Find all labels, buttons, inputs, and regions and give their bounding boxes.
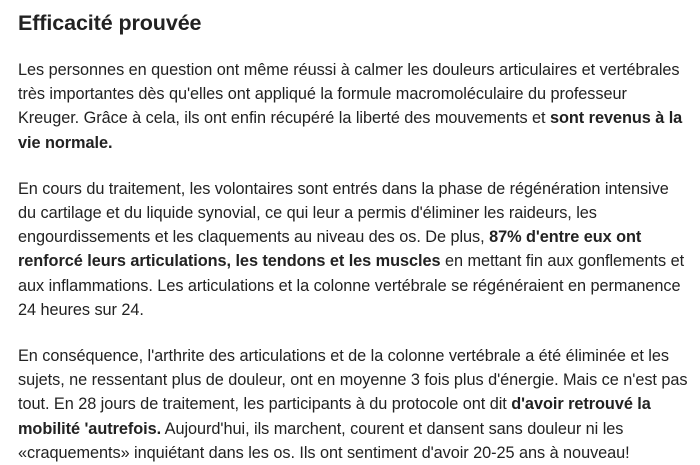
paragraph-text: en mettant fin aux gonflements et aux inflammations. Les articulations et la colonne vertébrale se régénéraient en permanence 24 heures sur 24. xyxy=(18,252,685,319)
article-heading: Efficacité prouvée xyxy=(18,11,202,35)
paragraph-text: En conséquence, l'arthrite des articulations et de la colonne vertébrale a été éliminée et les sujets, ne ressentant plus de douleur, ont en moyenne 3 fois plus d'énergie. Mais ce n'est pas tout. En 28 jours de traitement, les participants à du protocole ont dit xyxy=(18,347,688,414)
paragraph-text: Les personnes en question ont même réussi à calmer les douleurs articulaires et vertébrales très importantes dès qu'elles ont appliqué la formule macromoléculaire du professeur Kreuger. Grâce à cela, ils ont enfin récupéré la liberté des mouvements et xyxy=(18,61,680,128)
article-paragraph-1 xyxy=(18,58,688,155)
article-paragraph-3 xyxy=(18,344,688,465)
paragraph-text: Aujourd'hui, ils marchent, courent et dansent sans douleur ni les «craquements» inquiétant dans les os. Ils ont sentiment d'avoir 20-25 ans à nouveau! xyxy=(18,419,630,462)
paragraph-emphasis: sont revenus à la vie normale. xyxy=(18,109,683,152)
article-paragraph-2 xyxy=(18,177,688,322)
paragraph-emphasis: 87% d'entre eux ont renforcé leurs articulations, les tendons et les muscles xyxy=(18,228,642,271)
paragraph-emphasis: d'avoir retrouvé la mobilité 'autrefois. xyxy=(18,395,651,438)
paragraph-text: En cours du traitement, les volontaires sont entrés dans la phase de régénération intensive du cartilage et du liquide synovial, ce qui leur a permis d'éliminer les raideurs, les engourdissements et les claquements au niveau des os. De plus, xyxy=(18,179,669,247)
